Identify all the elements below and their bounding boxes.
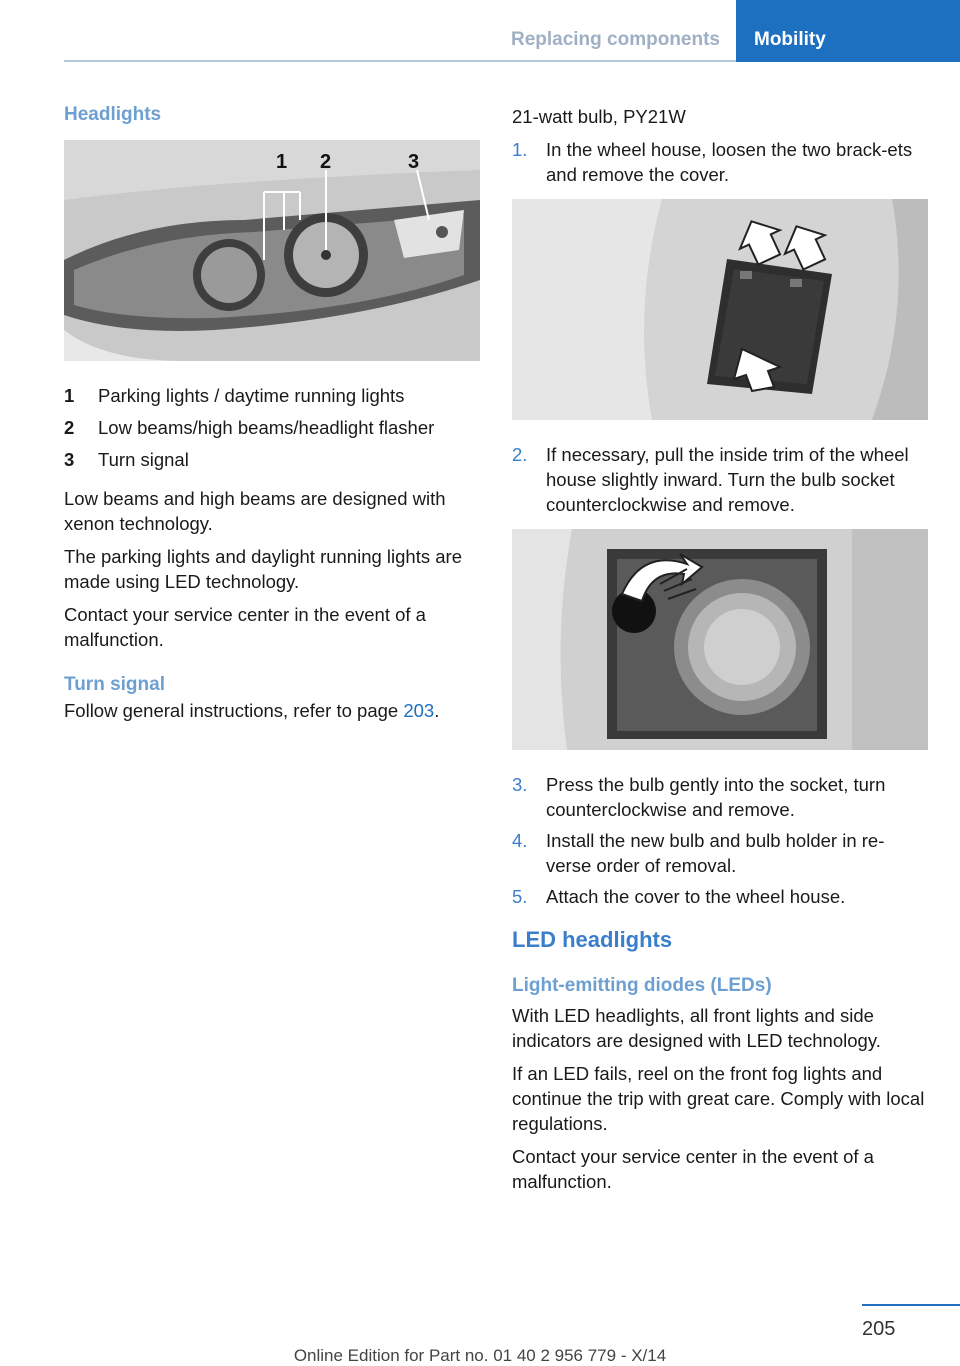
led-paragraph-3: Contact your service center in the event of a malfunction. xyxy=(512,1146,874,1192)
step-text: Attach the cover to the wheel house. xyxy=(546,886,846,907)
step-item xyxy=(512,828,928,878)
bulb-type: 21-watt bulb, PY21W xyxy=(512,106,686,127)
step-text: Press the bulb gently into the socket, turn counterclockwise and remove. xyxy=(546,774,886,820)
led-subheading: Light-emitting diodes (LEDs) xyxy=(512,975,772,996)
page-header xyxy=(64,0,960,62)
legend-item xyxy=(64,415,480,440)
legend-number: 2 xyxy=(64,417,75,438)
right-column xyxy=(512,104,928,1202)
headlights-heading: Headlights xyxy=(64,104,162,125)
led-paragraph-1: With LED headlights, all front lights and side indicators are designed with LED technology. xyxy=(512,1005,881,1051)
legend-item xyxy=(64,383,480,408)
led-paragraph-2: If an LED fails, reel on the front fog lights and continue the trip with great care. Comply with local regulations. xyxy=(512,1063,925,1134)
legend-number: 1 xyxy=(64,385,75,406)
service-paragraph: Contact your service center in the event of a malfunction. xyxy=(64,604,426,650)
step-item xyxy=(512,442,928,517)
step-text: Install the new bulb and bulb holder in re‐verse order of removal. xyxy=(546,830,885,876)
step-number: 5. xyxy=(512,886,528,907)
turn-signal-heading: Turn signal xyxy=(64,674,165,695)
step-number: 2. xyxy=(512,444,528,465)
footer-rule xyxy=(862,1304,960,1306)
step-item xyxy=(512,137,928,187)
step-number: 3. xyxy=(512,774,528,795)
step-number: 1. xyxy=(512,139,528,160)
led-paragraph: The parking lights and daylight running lights are made using LED technology. xyxy=(64,546,462,592)
header-rule xyxy=(64,60,736,62)
step-item xyxy=(512,772,928,822)
headlight-legend xyxy=(64,383,480,472)
turn-signal-text: Follow general instructions, refer to page xyxy=(64,700,404,721)
left-column xyxy=(64,104,480,731)
legend-text: Parking lights / daytime running lights xyxy=(98,385,405,406)
turn-signal-end: . xyxy=(434,700,440,721)
legend-text: Low beams/high beams/headlight flasher xyxy=(98,417,435,438)
header-chapter-tab: Mobility xyxy=(736,0,960,62)
step-text: In the wheel house, loosen the two brack‐ets and remove the cover. xyxy=(546,139,913,185)
step-text: If necessary, pull the inside trim of the wheel house slightly inward. Turn the bulb socket counterclockwise and remove. xyxy=(546,444,909,515)
step-item xyxy=(512,884,928,909)
bulb-socket-figure xyxy=(512,529,928,750)
page-reference-link[interactable]: 203 xyxy=(403,700,435,721)
xenon-paragraph: Low beams and high beams are designed with xenon technology. xyxy=(64,488,446,534)
turn-signal-paragraph xyxy=(64,698,480,723)
legend-text: Turn signal xyxy=(98,449,189,470)
header-section-title: Replacing components xyxy=(510,29,720,50)
legend-number: 3 xyxy=(64,449,75,470)
callout-3: 3 xyxy=(408,151,420,173)
callout-1: 1 xyxy=(276,151,288,173)
page-number: 205 xyxy=(862,1318,896,1340)
step-number: 4. xyxy=(512,830,528,851)
callout-2: 2 xyxy=(320,151,332,173)
legend-item xyxy=(64,447,480,472)
wheel-house-cover-figure xyxy=(512,199,928,420)
headlight-figure xyxy=(64,140,480,361)
edition-footer: Online Edition for Part no. 01 40 2 956 779 - X/14 xyxy=(293,1346,667,1365)
led-headlights-heading: LED headlights xyxy=(512,927,673,952)
